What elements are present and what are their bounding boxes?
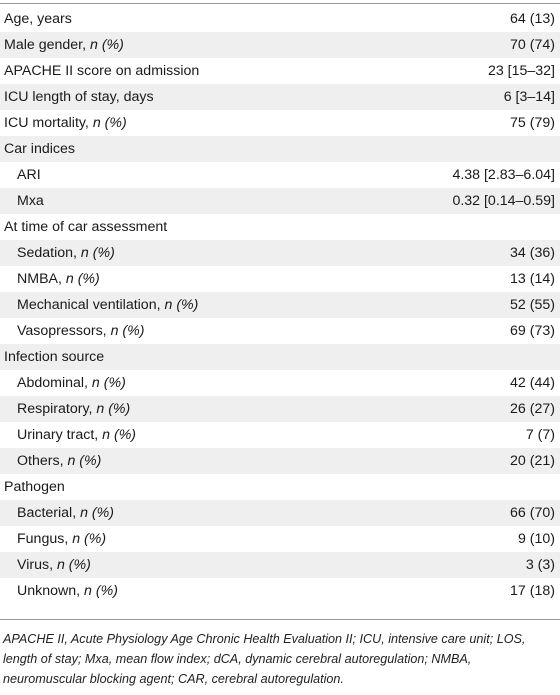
row-value: 75 (79)	[510, 115, 555, 131]
table-row	[0, 58, 560, 84]
row-value: 69 (73)	[510, 323, 555, 339]
row-label-text: Fungus,	[17, 531, 73, 547]
row-label	[0, 448, 355, 474]
row-label	[0, 6, 355, 32]
row-label-text: Age, years	[4, 11, 72, 27]
row-label	[0, 292, 355, 318]
row-label-text: NMBA,	[17, 271, 66, 287]
row-label	[0, 474, 355, 500]
row-label	[0, 396, 355, 422]
row-value: 13 (14)	[510, 271, 555, 287]
row-label-text: Abdominal,	[17, 375, 92, 391]
table-top-rule	[0, 3, 560, 4]
row-label-text: Unknown,	[17, 583, 85, 599]
row-label-text: Mechanical ventilation,	[17, 297, 165, 313]
row-value: 70 (74)	[355, 32, 560, 58]
row-label	[0, 552, 355, 578]
row-label-unit: n (%)	[80, 245, 115, 261]
row-value	[355, 136, 560, 162]
table-bottom-rule	[0, 619, 560, 620]
row-label-unit: n (%)	[91, 375, 126, 391]
table-row	[0, 32, 560, 58]
row-label	[0, 578, 355, 604]
row-label	[0, 32, 355, 58]
table-row	[0, 526, 560, 552]
row-label	[0, 240, 355, 266]
row-label-text: ARI	[17, 167, 41, 183]
row-label	[0, 162, 355, 188]
table-row	[0, 474, 560, 500]
row-value: 64 (13)	[510, 11, 555, 27]
row-label	[0, 526, 355, 552]
table-row	[0, 578, 560, 604]
row-value	[355, 474, 560, 500]
table-row	[0, 136, 560, 162]
row-label	[0, 500, 355, 526]
row-value: 34 (36)	[355, 240, 560, 266]
row-label-text: Virus,	[17, 557, 57, 573]
row-label-unit: n (%)	[72, 531, 107, 547]
row-value: 9 (10)	[517, 531, 555, 547]
table-row	[0, 500, 560, 526]
row-label-unit: n (%)	[102, 427, 137, 443]
row-label	[0, 318, 355, 344]
row-value: 7 (7)	[525, 427, 555, 443]
row-value: 23 [15–32]	[487, 63, 555, 79]
row-label	[0, 370, 355, 396]
row-value: 42 (44)	[510, 375, 555, 391]
row-label	[0, 344, 355, 370]
row-label	[0, 84, 355, 110]
row-label-text: Vasopressors,	[17, 323, 111, 339]
table-row	[0, 266, 560, 292]
row-label-text: Bacterial,	[17, 505, 81, 521]
table-row	[0, 162, 560, 188]
row-value: 26 (27)	[355, 396, 560, 422]
row-label-text: ICU length of stay, days	[4, 89, 154, 105]
table-footnote: APACHE II, Acute Physiology Age Chronic Health Evaluation II; ICU, intensive care unit; LOS, length of stay; Mxa, mean flow index; dCA, dynamic cerebral autoregulation; NMBA, neuromuscular blocking agent; CAR, cerebral autoregulation.	[3, 632, 526, 686]
table-row	[0, 6, 560, 32]
table-row	[0, 292, 560, 318]
row-label-unit: n (%)	[92, 115, 127, 131]
row-label-unit: n (%)	[96, 401, 131, 417]
table-row	[0, 318, 560, 344]
row-value: 3 (3)	[355, 552, 560, 578]
row-label-unit: n (%)	[164, 297, 199, 313]
table-row	[0, 110, 560, 136]
row-label-text: Mxa	[17, 193, 44, 209]
row-label-unit: n (%)	[110, 323, 145, 339]
table-body	[0, 6, 560, 604]
row-label	[0, 188, 355, 214]
row-label-unit: n (%)	[80, 505, 114, 521]
row-value	[355, 344, 560, 370]
row-value: 0.32 [0.14–0.59]	[355, 188, 560, 214]
row-label-text: Urinary tract,	[17, 427, 103, 443]
row-value: 4.38 [2.83–6.04]	[452, 167, 555, 183]
row-label-text: Car indices	[4, 141, 75, 157]
row-label-unit: n (%)	[89, 37, 124, 53]
table-row	[0, 214, 560, 240]
table-row	[0, 188, 560, 214]
row-label-text: Pathogen	[4, 479, 65, 495]
row-label-text: Male gender,	[4, 37, 90, 53]
row-label-unit: n (%)	[56, 557, 91, 573]
row-label-unit: n (%)	[65, 271, 100, 287]
row-value: 52 (55)	[355, 292, 560, 318]
row-label	[0, 110, 355, 136]
table-row	[0, 448, 560, 474]
row-label-text: At time of car assessment	[4, 219, 168, 235]
table-row	[0, 84, 560, 110]
table-row	[0, 422, 560, 448]
table-row	[0, 240, 560, 266]
row-label-text: Infection source	[4, 349, 105, 365]
table-row	[0, 552, 560, 578]
row-value: 66 (70)	[355, 500, 560, 526]
row-label	[0, 214, 355, 240]
row-value: 6 [3–14]	[355, 84, 560, 110]
table-row	[0, 370, 560, 396]
characteristics-table	[0, 6, 560, 604]
row-label-text: Respiratory,	[17, 401, 97, 417]
row-label-text: Sedation,	[17, 245, 81, 261]
row-label	[0, 422, 355, 448]
table-row	[0, 344, 560, 370]
row-label-text: APACHE II score on admission	[4, 63, 200, 79]
row-label	[0, 266, 355, 292]
row-label-unit: n (%)	[84, 583, 118, 599]
row-value: 20 (21)	[355, 448, 560, 474]
row-label-text: ICU mortality,	[4, 115, 93, 131]
row-label-unit: n (%)	[67, 453, 102, 469]
row-label	[0, 136, 355, 162]
row-label	[0, 58, 355, 84]
row-value: 17 (18)	[510, 583, 555, 599]
row-label-text: Others,	[17, 453, 68, 469]
table-row	[0, 396, 560, 422]
row-value	[355, 214, 560, 240]
